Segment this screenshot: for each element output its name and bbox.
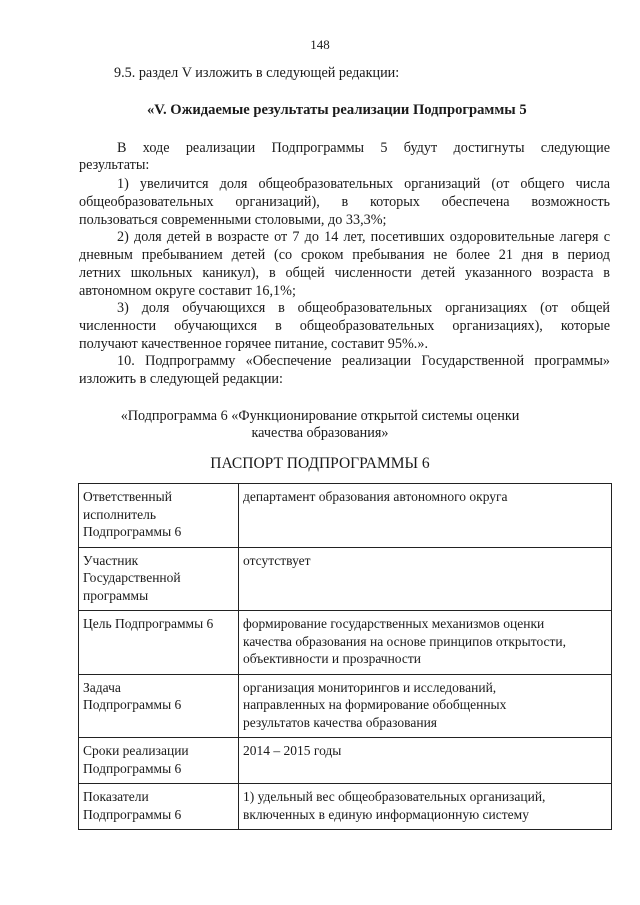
value-line: результатов качества образования — [243, 714, 438, 730]
row-label-timeline — [79, 738, 239, 784]
row-label-participant — [79, 547, 239, 611]
row-label-indicators — [79, 784, 239, 830]
item3-line-3: получают качественное горячее питание, составит 95%.». — [79, 336, 428, 352]
section-title: «V. Ожидаемые результаты реализации Подпрограммы 5 — [147, 102, 527, 118]
item2-line-1: 2) доля детей в возрасте от 7 до 14 лет, посетивших оздоровительные лагеря с — [117, 229, 610, 245]
item2-line-3: летних школьных каникул), в общей численности детей указанного возраста в — [79, 265, 610, 281]
item10-line-2: изложить в следующей редакции: — [79, 371, 283, 387]
value-line: формирование государственных механизмов оценки — [243, 616, 545, 631]
row-label-task — [79, 674, 239, 738]
table-row — [79, 611, 612, 675]
row-value-participant — [239, 547, 612, 611]
item1-line-1: 1) увеличится доля общеобразовательных организаций (от общего числа — [117, 176, 610, 192]
label-line: Задача — [83, 679, 121, 695]
label-line: Показатели — [83, 789, 149, 804]
label-line: Ответственный — [83, 489, 172, 504]
label-line: Сроки реализации — [83, 743, 189, 758]
item2-line-2: дневным пребыванием детей (со сроком пребывания не более 21 дня в период — [79, 247, 610, 263]
subprogram-title-line-1: «Подпрограмма 6 «Функционирование открытой системы оценки — [120, 408, 520, 424]
row-value-timeline — [239, 738, 612, 784]
value-line: объективности и прозрачности — [243, 651, 422, 666]
value-line: 1) удельный вес общеобразовательных организаций, — [243, 789, 546, 804]
value-line: департамент образования автономного округа — [243, 489, 508, 504]
item10-line-1: 10. Подпрограмму «Обеспечение реализации Государственной программы» — [117, 353, 610, 369]
subprogram-title-line-2: качества образования» — [251, 425, 389, 441]
label-line: исполнитель — [83, 506, 156, 522]
table-row — [79, 484, 612, 548]
label-line: Подпрограммы 6 — [83, 760, 182, 776]
row-value-task — [239, 674, 612, 738]
item3-line-2: численности обучающихся в общеобразовательных организациях), которые — [79, 318, 610, 334]
item1-line-3: пользоваться современными столовыми, до 33,3%; — [79, 212, 387, 228]
results-paragraph-line-1: В ходе реализации Подпрограммы 5 будут достигнуты следующие — [117, 140, 610, 156]
label-line: Участник — [83, 552, 139, 568]
page-number: 148 — [310, 37, 330, 52]
row-value-indicators — [239, 784, 612, 830]
value-line: отсутствует — [243, 552, 311, 568]
label-line: Подпрограммы 6 — [83, 806, 182, 822]
label-line: Подпрограммы 6 — [83, 524, 182, 539]
label-line: Подпрограммы 6 — [83, 697, 182, 712]
passport-table — [78, 483, 612, 830]
label-line: Государственной — [83, 570, 181, 585]
intro-line: 9.5. раздел V изложить в следующей редакции: — [114, 65, 400, 81]
table-row — [79, 784, 612, 830]
row-value-responsible — [239, 484, 612, 548]
item2-line-4: автономном округе составит 16,1%; — [79, 283, 296, 299]
value-line: 2014 – 2015 годы — [243, 743, 342, 758]
label-line: программы — [83, 587, 149, 603]
item3-line-1: 3) доля обучающихся в общеобразовательных организациях (от общей — [117, 300, 610, 316]
item1-line-2: общеобразовательных организаций), в которых обеспечена возможность — [79, 194, 610, 210]
table-row — [79, 674, 612, 738]
label-line: Цель Подпрограммы 6 — [83, 616, 214, 631]
row-value-goal — [239, 611, 612, 675]
results-paragraph-line-2: результаты: — [79, 157, 150, 173]
table-row — [79, 738, 612, 784]
row-label-responsible — [79, 484, 239, 548]
row-label-goal — [79, 611, 239, 675]
table-row — [79, 547, 612, 611]
passport-title: ПАСПОРТ ПОДПРОГРАММЫ 6 — [210, 455, 430, 472]
value-line: направленных на формирование обобщенных — [243, 697, 507, 712]
value-line: качества образования на основе принципов открытости, — [243, 633, 567, 649]
value-line: включенных в единую информационную систему — [243, 806, 529, 822]
value-line: организация мониторингов и исследований, — [243, 679, 497, 695]
